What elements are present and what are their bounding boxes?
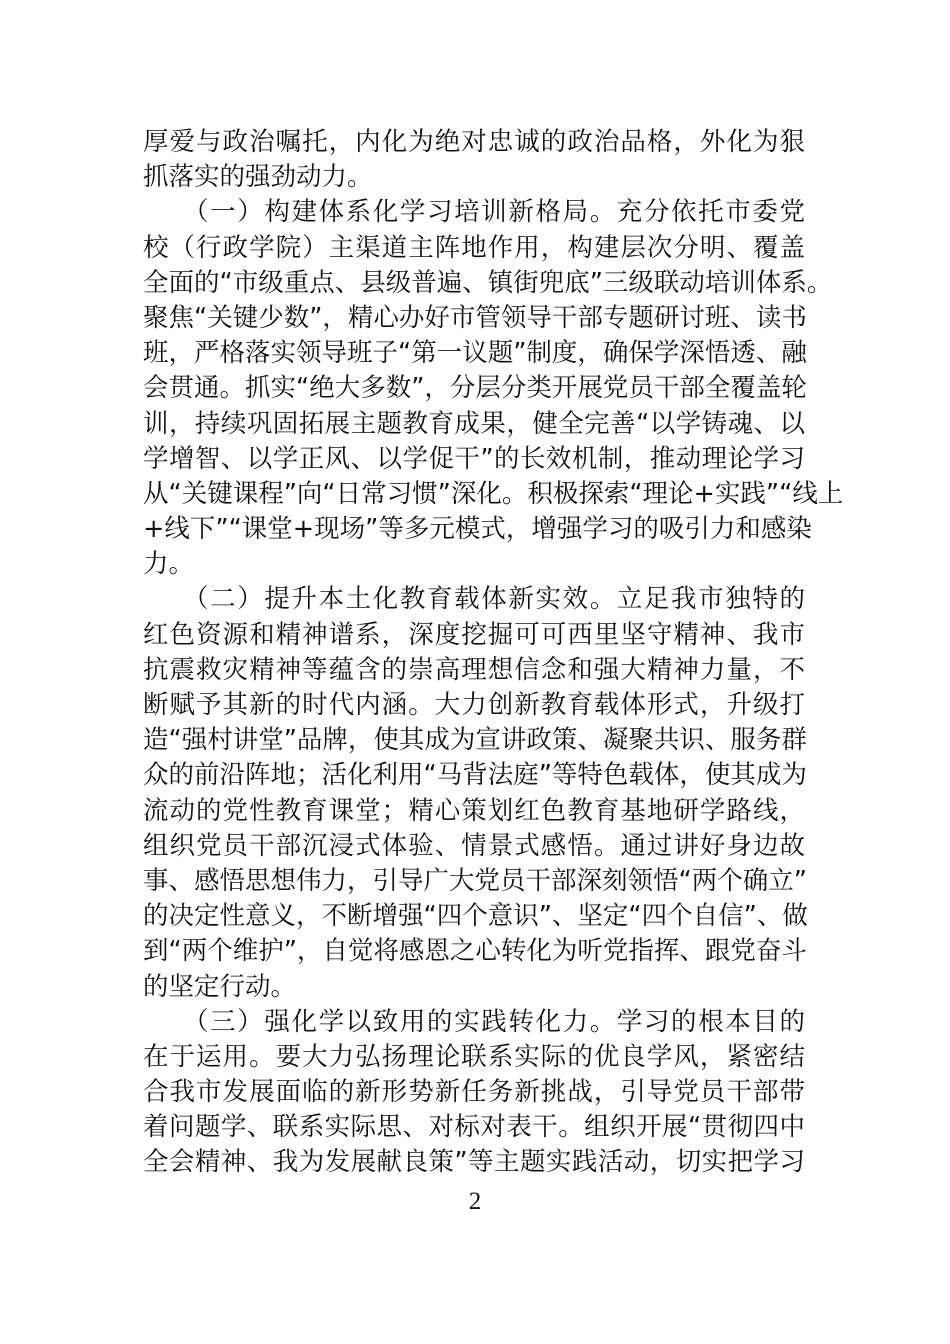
- text-line: 校（行政学院）主渠道主阵地作用，构建层次分明、覆盖: [143, 232, 805, 263]
- text-line: 流动的党性教育课堂；精心策划红色教育基地研学路线，: [143, 795, 805, 826]
- text-line: +线下”“课堂+现场”等多元模式，增强学习的吸引力和感染: [143, 514, 812, 545]
- text-line: 到“两个维护”，自觉将感恩之心转化为听党指挥、跟党奋斗: [143, 936, 807, 967]
- document-body: [143, 125, 844, 1181]
- text-line: 全会精神、我为发展献良策”等主题实践活动，切实把学习: [143, 1147, 805, 1178]
- text-line: 学增智、以学正风、以学促干”的长效机制，推动理论学习: [143, 443, 805, 474]
- text-line: 在于运用。要大力弘扬理论联系实际的优良学风，紧密结: [143, 1041, 805, 1072]
- paragraph-section-1: [143, 195, 844, 582]
- text-line: 造“强村讲堂”品牌，使其成为宣讲政策、凝聚共识、服务群: [143, 725, 807, 756]
- text-line: 厚爱与政治嘱托，内化为绝对忠诚的政治品格，外化为狠: [143, 127, 805, 157]
- text-line: 组织党员干部沉浸式体验、情景式感悟。通过讲好身边故: [143, 830, 805, 861]
- text-line: 抓落实的强劲动力。: [143, 162, 373, 193]
- text-line: 着问题学、联系实际思、对标对表干。组织开展“贯彻四中: [143, 1112, 805, 1143]
- paragraph-section-3: [143, 1005, 805, 1181]
- text-line: 会贯通。抓实“绝大多数”，分层分类开展党员干部全覆盖轮: [143, 373, 807, 404]
- text-line: 训，持续巩固拓展主题教育成果，健全完善“以学铸魂、以: [143, 408, 805, 439]
- section-heading-line: （二）提升本土化教育载体新实效。立足我市独特的: [183, 584, 805, 615]
- text-line: 事、感悟思想伟力，引导广大党员干部深刻领悟“两个确立”: [143, 865, 807, 896]
- text-line: 合我市发展面临的新形势新任务新挑战，引导党员干部带: [143, 1077, 805, 1108]
- text-line: 从“关键课程”向“日常习惯”深化。积极探索“理论+实践”“线上: [143, 478, 844, 509]
- text-line: 众的前沿阵地；活化利用“马背法庭”等特色载体，使其成为: [143, 760, 807, 791]
- text-line: 断赋予其新的时代内涵。大力创新教育载体形式，升级打: [143, 690, 805, 720]
- paragraph-section-2: [143, 582, 808, 1004]
- text-line: 聚焦“关键少数”，精心办好市管领导干部专题研讨班、读书: [143, 302, 807, 333]
- section-heading-line: （三）强化学以致用的实践转化力。学习的根本目的: [183, 1006, 805, 1037]
- text-line: 力。: [143, 549, 195, 580]
- section-heading-line: （一）构建体系化学习培训新格局。充分依托市委党: [183, 197, 805, 228]
- text-line: 红色资源和精神谱系，深度挖掘可可西里坚守精神、我市: [143, 619, 805, 650]
- text-line: 班，严格落实领导班子“第一议题”制度，确保学深悟透、融: [143, 338, 807, 369]
- paragraph-continuation: [143, 125, 805, 195]
- text-line: 抗震救灾精神等蕴含的崇高理想信念和强大精神力量，不: [143, 654, 805, 685]
- text-line: 的坚定行动。: [143, 971, 297, 1002]
- text-line: 全面的“市级重点、县级普遍、镇街兜底”三级联动培训体系。: [143, 267, 833, 298]
- text-line: 的决定性意义，不断增强“四个意识”、坚定“四个自信”、做: [143, 901, 808, 932]
- page-number: 2: [468, 1188, 482, 1215]
